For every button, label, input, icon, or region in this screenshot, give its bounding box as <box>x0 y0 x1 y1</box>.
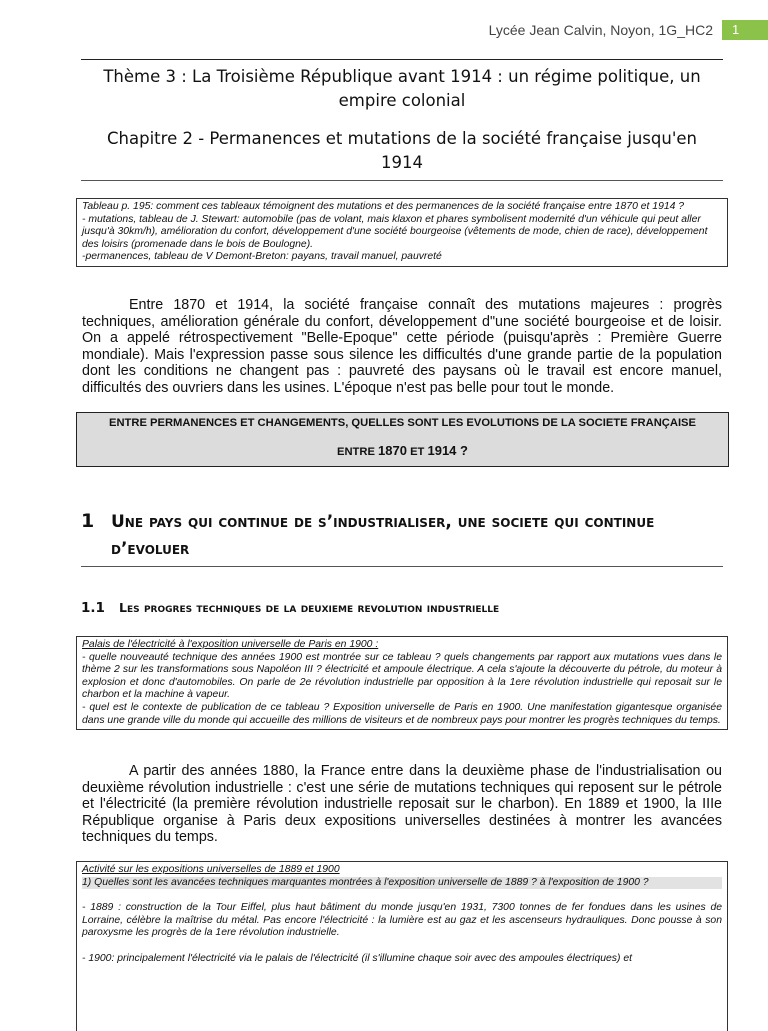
box1-line: Tableau p. 195: comment ces tableaux témoignent des mutations et des permanences de la société française entre 1870 et 1914 ? <box>82 201 685 212</box>
problematique-entre: ENTRE <box>337 446 375 458</box>
problematique-line1: ENTRE PERMANENCES ET CHANGEMENTS, QUELLES SONT LES EVOLUTIONS DE LA SOCIETE FRANÇAISE <box>109 417 696 429</box>
box2-title: Palais de l'électricité à l'exposition universelle de Paris en 1900 : <box>82 639 379 650</box>
chapter-title-line1: Chapitre 2 - Permanences et mutations de la société française jusqu'en <box>107 129 697 148</box>
problematique-et: ET <box>410 446 425 458</box>
header-text: Lycée Jean Calvin, Noyon, 1G_HC2 <box>488 22 713 38</box>
problematique-box <box>76 412 729 467</box>
section-1-heading <box>81 508 723 567</box>
chapter-title-line2: 1914 <box>381 153 423 172</box>
box1-line: -permanences, tableau de V Demont-Breton: payans, travail manuel, pauvreté <box>82 251 442 263</box>
section-1-1-heading <box>81 600 723 616</box>
section-1-1-number: 1.1 <box>81 600 105 616</box>
tableau-activity-box <box>76 198 728 267</box>
section-1-number: 1 <box>81 510 95 532</box>
box2-line: - quel est le contexte de publication de ce tableau ? Exposition universelle de Paris en 1900. Une manifestation gigantesque organisée dans une grande ville du monde qui accueille des millions de visiteurs et de nombreux pays pour montrer les progrès techniques du temps. <box>82 701 722 726</box>
box3-answer-1889: - 1889 : construction de la Tour Eiffel, plus haut bâtiment du monde jusqu'en 1931, 7300 tonnes de fer fondues dans les usines de Lorraine, célèbre la maîtrise du métal. Pas encore l'électricité : la lumière est au gaz et les ascenseurs hydrauliques. Donc pousse à son paroxysme les progrès de la 1ere révolution industrielle. <box>82 902 722 939</box>
box2-line: - quelle nouveauté technique des années 1900 est montrée sur ce tableau ? quels changements par rapport aux mutations vues dans le thème 2 sur les transformations sous Napoléon III ? électricité et ampoule électrique. A cela s'ajoute la découverte du pétrole, du moteur à explosion et donc d'automobiles. On parle de 2e révolution industrielle par opposition à la 1ere révolution industrielle qui reposait sur le charbon et la machine à vapeur. <box>82 651 722 701</box>
section-1-title-a: Une pays qui continue de s’industrialiser, une societe qui continue <box>111 512 655 532</box>
intro-paragraph: Entre 1870 et 1914, la société française connaît des mutations majeures : progrès techniques, amélioration générale du confort, développement d"une société bourgeoise et de loisir. On a appelé rétrospectivement "Belle-Epoque" cette période (puisqu'après : Première Guerre mondiale). Mais l'expression passe sous silence les difficultés d'une grande partie de la population dont les conditions ne changent pas : pauvreté des paysans où le travail est encore manuel, difficultés des ouvriers dans les usines. L'époque n'est pas belle pour tout le monde. <box>82 297 722 396</box>
palais-electricite-box <box>76 636 728 730</box>
page-header <box>0 20 768 42</box>
theme-title-block <box>81 59 723 181</box>
problematique-year1: 1870 <box>378 443 407 458</box>
section-1-1-title: Les progres techniques de la deuxieme revolution industrielle <box>119 600 500 615</box>
second-revolution-paragraph: A partir des années 1880, la France entre dans la deuxième phase de l'industrialisation ou deuxième révolution industrielle : c'est une série de mutations techniques qui reposent sur le pétrole et l'électricité (la première révolution industrielle reposait sur le charbon). En 1889 et 1900, la IIIe République organise à Paris deux expositions universelles destinées à montrer les avancées techniques du temps. <box>82 763 722 846</box>
expositions-activity-box <box>76 861 728 1031</box>
box1-line: - mutations, tableau de J. Stewart: automobile (pas de volant, mais klaxon et phares symbolisent modernité d'un véhicule qui peut aller jusqu'à 30km/h), amélioration du confort, développement d'une société bourgeoise (vêtements de mode, chien de race), développement des loisirs (promenade dans le bois de Boulogne). <box>82 213 708 250</box>
page-number-badge: 1 <box>722 20 768 40</box>
box3-question: 1) Quelles sont les avancées techniques marquantes montrées à l'exposition universelle de 1889 ? à l'exposition de 1900 ? <box>82 877 722 890</box>
box3-answer-1900: - 1900: principalement l'électricité via le palais de l'électricité (il s'illumine chaque soir avec des ampoules électriques) et <box>82 952 632 964</box>
theme-title-line1: Thème 3 : La Troisième République avant 1914 : un régime politique, un <box>103 67 701 86</box>
section-1-title-b: d’evoluer <box>111 539 190 559</box>
problematique-line2 <box>77 443 728 458</box>
problematique-year2: 1914 ? <box>427 443 468 458</box>
theme-title-line2: empire colonial <box>338 91 466 110</box>
box3-title: Activité sur les expositions universelles de 1889 et 1900 <box>82 864 340 875</box>
